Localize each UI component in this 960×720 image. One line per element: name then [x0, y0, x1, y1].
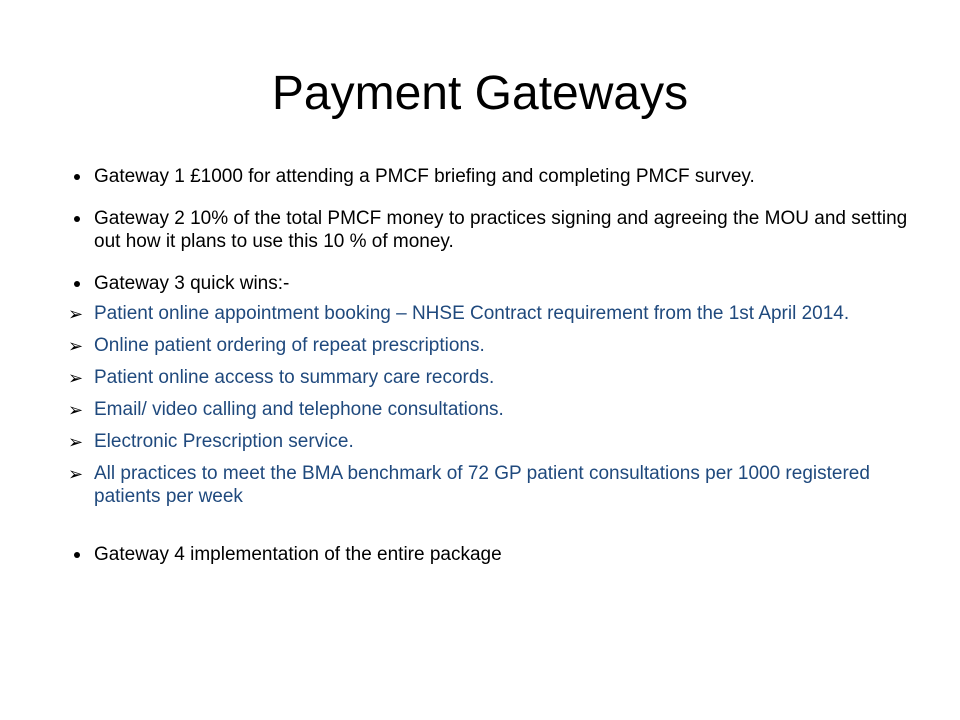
bullet-text: Gateway 3 quick wins:-: [94, 273, 290, 294]
sub-item-text: Online patient ordering of repeat prescriptions.: [94, 335, 485, 356]
sub-item-text: Patient online access to summary care records.: [94, 367, 495, 388]
arrow-bullet-icon: ➢: [68, 304, 84, 324]
sub-item-repeat-prescriptions: [68, 334, 912, 357]
bullet-gateway-1: [72, 165, 912, 188]
arrow-bullet-icon: ➢: [68, 368, 84, 388]
bullet-text: Gateway 4 implementation of the entire package: [94, 544, 502, 565]
bullet-gateway-2: [72, 207, 912, 253]
slide-title: Payment Gateways: [271, 67, 689, 120]
bullet-gateway-4: [72, 543, 912, 566]
sub-item-text: Email/ video calling and telephone consultations.: [94, 399, 504, 420]
arrow-bullet-icon: ➢: [68, 432, 84, 452]
bullet-text: Gateway 2 10% of the total PMCF money to practices signing and agreeing the MOU and setting out how it plans to use this 10 % of money.: [94, 208, 908, 252]
arrow-bullet-icon: ➢: [68, 336, 84, 356]
slide-body: [68, 165, 912, 566]
bullet-text: Gateway 1 £1000 for attending a PMCF briefing and completing PMCF survey.: [94, 166, 755, 187]
sub-item-text: Electronic Prescription service.: [94, 431, 354, 452]
sub-item-bma-benchmark: [68, 462, 912, 508]
sub-item-summary-care-records: [68, 366, 912, 389]
bullet-gateway-3: [72, 272, 912, 295]
sub-item-online-booking: [68, 302, 912, 325]
arrow-bullet-icon: ➢: [68, 400, 84, 420]
sub-item-text: Patient online appointment booking – NHSE Contract requirement from the 1st April 2014.: [94, 303, 850, 324]
sub-item-consultations: [68, 398, 912, 421]
arrow-bullet-icon: ➢: [68, 464, 84, 484]
sub-item-electronic-prescription: [68, 430, 912, 453]
sub-item-text: All practices to meet the BMA benchmark of 72 GP patient consultations per 1000 registered patients per week: [94, 463, 870, 507]
